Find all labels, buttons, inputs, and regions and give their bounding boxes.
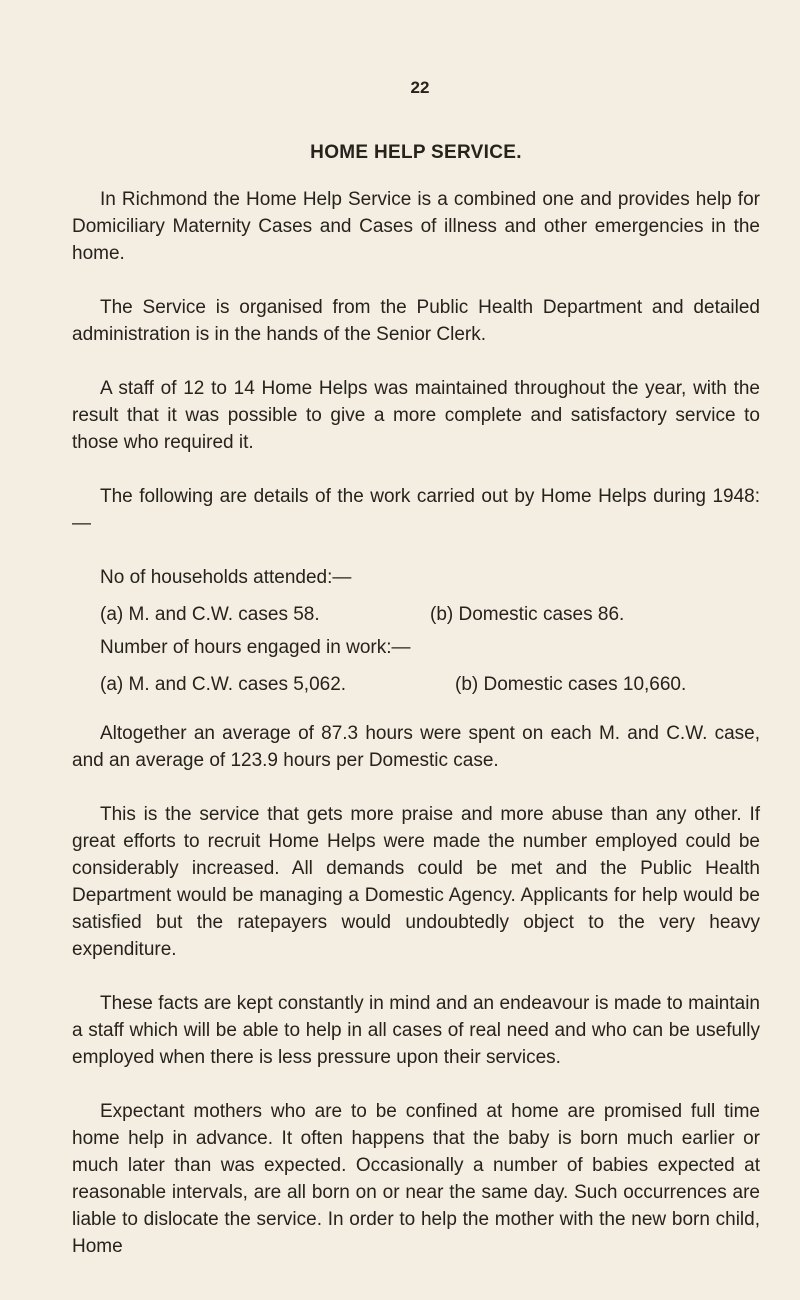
paragraph-praise-abuse: This is the service that gets more praise and more abuse than any other. If great efforts to recruit Home Helps were made the number employed could be considerably increased. All demands could be met and the Public Health Department would be managing a Domestic Agency. Applicants for help would be satisfied but the ratepayers would undoubtedly object to the very heavy expenditure. (72, 804, 760, 960)
hours-row (72, 671, 760, 698)
households-row (72, 601, 760, 628)
page-number: 22 (410, 78, 430, 97)
hours-domestic: (b) Domestic cases 10,660. (455, 674, 687, 695)
households-heading: No of households attended:— (100, 567, 352, 588)
households-domestic: (b) Domestic cases 86. (430, 604, 625, 625)
paragraph-details-intro: The following are details of the work carried out by Home Helps during 1948:— (72, 486, 760, 534)
paragraph-staff: A staff of 12 to 14 Home Helps was maintained throughout the year, with the result that it was possible to give a more complete and satisfactory service to those who required it. (72, 378, 760, 453)
paragraph-intro: In Richmond the Home Help Service is a combined one and provides help for Domiciliary Maternity Cases and Cases of illness and other emergencies in the home. (72, 189, 760, 264)
households-mcw: (a) M. and C.W. cases 58. (100, 604, 320, 625)
hours-mcw: (a) M. and C.W. cases 5,062. (100, 674, 347, 695)
paragraph-averages: Altogether an average of 87.3 hours were spent on each M. and C.W. case, and an average of 123.9 hours per Domestic case. (72, 723, 760, 771)
paragraph-organisation: The Service is organised from the Public Health Department and detailed administration is in the hands of the Senior Clerk. (72, 297, 760, 345)
section-title: HOME HELP SERVICE. (310, 142, 522, 163)
paragraph-staff-need: These facts are kept constantly in mind and an endeavour is made to maintain a staff which will be able to help in all cases of real need and who can be usefully employed when there is less pressure upon their services. (72, 993, 760, 1068)
hours-heading: Number of hours engaged in work:— (100, 637, 411, 658)
paragraph-expectant-mothers: Expectant mothers who are to be confined at home are promised full time home help in advance. It often happens that the baby is born much earlier or much later than was expected. Occasionally a number of babies expected at reasonable intervals, are all born on or near the same day. Such occurrences are liable to dislocate the service. In order to help the mother with the new born child, Home (72, 1101, 760, 1257)
